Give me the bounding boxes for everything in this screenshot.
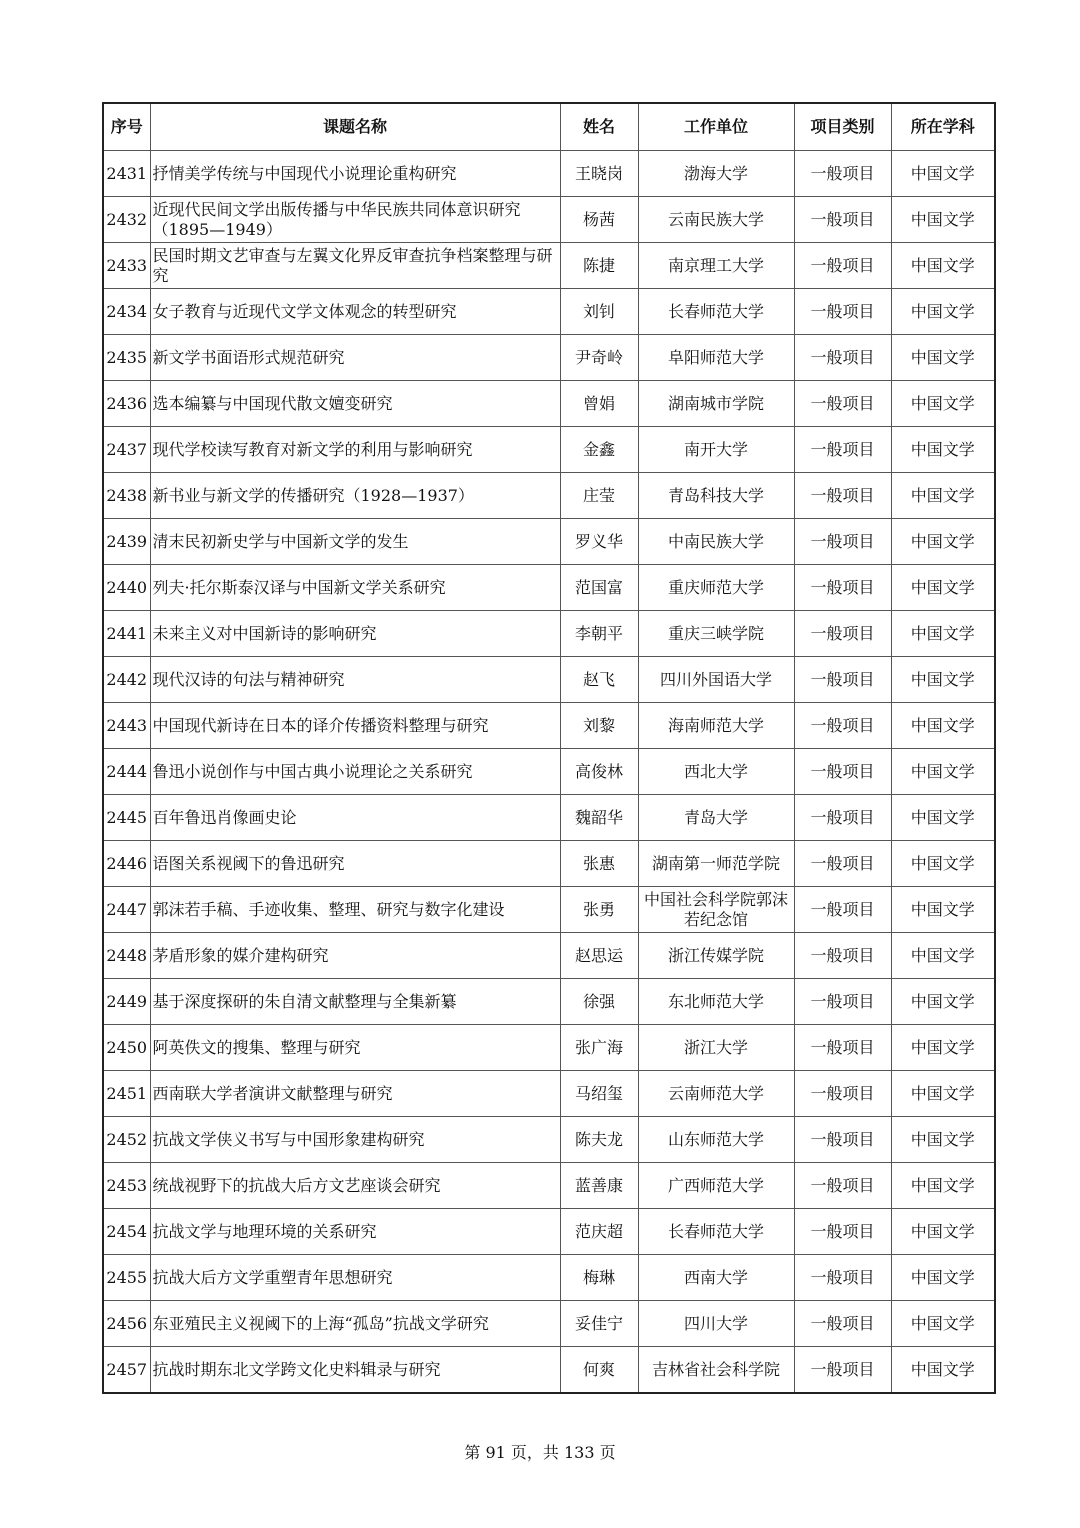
header-title: 课题名称	[150, 103, 560, 151]
cell-type: 一般项目	[794, 519, 891, 565]
cell-subject: 中国文学	[891, 611, 995, 657]
table-row	[103, 289, 995, 335]
cell-name: 刘黎	[560, 703, 638, 749]
cell-type: 一般项目	[794, 1255, 891, 1301]
cell-name: 马绍玺	[560, 1071, 638, 1117]
cell-title: 抒情美学传统与中国现代小说理论重构研究	[150, 151, 560, 197]
cell-subject: 中国文学	[891, 703, 995, 749]
table-row	[103, 1301, 995, 1347]
cell-no: 2442	[103, 657, 150, 703]
cell-subject: 中国文学	[891, 565, 995, 611]
cell-unit: 渤海大学	[638, 151, 794, 197]
table-row	[103, 427, 995, 473]
cell-no: 2432	[103, 197, 150, 243]
cell-title: 郭沫若手稿、手迹收集、整理、研究与数字化建设	[150, 887, 560, 933]
cell-title: 茅盾形象的媒介建构研究	[150, 933, 560, 979]
cell-type: 一般项目	[794, 887, 891, 933]
table-row	[103, 243, 995, 289]
table-row	[103, 1255, 995, 1301]
cell-no: 2438	[103, 473, 150, 519]
cell-no: 2450	[103, 1025, 150, 1071]
cell-no: 2437	[103, 427, 150, 473]
cell-name: 王晓岗	[560, 151, 638, 197]
cell-type: 一般项目	[794, 335, 891, 381]
cell-type: 一般项目	[794, 1117, 891, 1163]
cell-title: 统战视野下的抗战大后方文艺座谈会研究	[150, 1163, 560, 1209]
table-row	[103, 1025, 995, 1071]
cell-subject: 中国文学	[891, 473, 995, 519]
cell-subject: 中国文学	[891, 933, 995, 979]
table-row	[103, 657, 995, 703]
cell-name: 庄莹	[560, 473, 638, 519]
cell-subject: 中国文学	[891, 381, 995, 427]
table-row	[103, 841, 995, 887]
table-row	[103, 1163, 995, 1209]
cell-type: 一般项目	[794, 611, 891, 657]
cell-title: 近现代民间文学出版传播与中华民族共同体意识研究（1895—1949）	[150, 197, 560, 243]
cell-unit: 山东师范大学	[638, 1117, 794, 1163]
cell-subject: 中国文学	[891, 197, 995, 243]
cell-unit: 长春师范大学	[638, 1209, 794, 1255]
cell-name: 妥佳宁	[560, 1301, 638, 1347]
cell-name: 范国富	[560, 565, 638, 611]
cell-no: 2457	[103, 1347, 150, 1394]
cell-name: 何爽	[560, 1347, 638, 1394]
cell-type: 一般项目	[794, 841, 891, 887]
cell-name: 魏韶华	[560, 795, 638, 841]
cell-title: 新书业与新文学的传播研究（1928—1937）	[150, 473, 560, 519]
table-body	[103, 151, 995, 1394]
cell-name: 梅琳	[560, 1255, 638, 1301]
cell-subject: 中国文学	[891, 1071, 995, 1117]
cell-unit: 阜阳师范大学	[638, 335, 794, 381]
cell-unit: 东北师范大学	[638, 979, 794, 1025]
cell-unit: 中国社会科学院郭沫若纪念馆	[638, 887, 794, 933]
cell-name: 杨茜	[560, 197, 638, 243]
cell-subject: 中国文学	[891, 657, 995, 703]
cell-name: 蓝善康	[560, 1163, 638, 1209]
cell-subject: 中国文学	[891, 1025, 995, 1071]
cell-name: 罗义华	[560, 519, 638, 565]
cell-type: 一般项目	[794, 657, 891, 703]
cell-title: 现代学校读写教育对新文学的利用与影响研究	[150, 427, 560, 473]
cell-no: 2440	[103, 565, 150, 611]
cell-unit: 西南大学	[638, 1255, 794, 1301]
cell-subject: 中国文学	[891, 841, 995, 887]
cell-unit: 吉林省社会科学院	[638, 1347, 794, 1394]
cell-name: 张惠	[560, 841, 638, 887]
table-row	[103, 979, 995, 1025]
cell-name: 张广海	[560, 1025, 638, 1071]
cell-title: 语图关系视阈下的鲁迅研究	[150, 841, 560, 887]
cell-unit: 南京理工大学	[638, 243, 794, 289]
cell-unit: 广西师范大学	[638, 1163, 794, 1209]
cell-no: 2446	[103, 841, 150, 887]
cell-no: 2439	[103, 519, 150, 565]
cell-type: 一般项目	[794, 473, 891, 519]
table-row	[103, 1117, 995, 1163]
cell-name: 徐强	[560, 979, 638, 1025]
table-row	[103, 887, 995, 933]
table-row	[103, 565, 995, 611]
cell-subject: 中国文学	[891, 1163, 995, 1209]
cell-no: 2433	[103, 243, 150, 289]
table-row	[103, 473, 995, 519]
cell-type: 一般项目	[794, 1301, 891, 1347]
cell-name: 李朝平	[560, 611, 638, 657]
table-row	[103, 335, 995, 381]
cell-unit: 长春师范大学	[638, 289, 794, 335]
cell-subject: 中国文学	[891, 335, 995, 381]
cell-title: 女子教育与近现代文学文体观念的转型研究	[150, 289, 560, 335]
table-row	[103, 1347, 995, 1394]
table-header	[103, 103, 995, 151]
cell-title: 现代汉诗的句法与精神研究	[150, 657, 560, 703]
project-list-table	[102, 102, 996, 1394]
cell-name: 陈夫龙	[560, 1117, 638, 1163]
cell-subject: 中国文学	[891, 289, 995, 335]
cell-type: 一般项目	[794, 151, 891, 197]
cell-title: 列夫·托尔斯泰汉译与中国新文学关系研究	[150, 565, 560, 611]
cell-no: 2456	[103, 1301, 150, 1347]
cell-title: 民国时期文艺审查与左翼文化界反审查抗争档案整理与研究	[150, 243, 560, 289]
cell-no: 2451	[103, 1071, 150, 1117]
cell-title: 抗战时期东北文学跨文化史料辑录与研究	[150, 1347, 560, 1394]
cell-unit: 云南师范大学	[638, 1071, 794, 1117]
cell-title: 中国现代新诗在日本的译介传播资料整理与研究	[150, 703, 560, 749]
page-footer: 第 91 页，共 133 页	[464, 1443, 616, 1462]
cell-subject: 中国文学	[891, 795, 995, 841]
header-row	[103, 103, 995, 151]
cell-title: 百年鲁迅肖像画史论	[150, 795, 560, 841]
cell-title: 抗战大后方文学重塑青年思想研究	[150, 1255, 560, 1301]
cell-unit: 海南师范大学	[638, 703, 794, 749]
cell-title: 鲁迅小说创作与中国古典小说理论之关系研究	[150, 749, 560, 795]
cell-type: 一般项目	[794, 795, 891, 841]
cell-name: 张勇	[560, 887, 638, 933]
cell-no: 2441	[103, 611, 150, 657]
header-no: 序号	[103, 103, 150, 151]
cell-no: 2445	[103, 795, 150, 841]
cell-title: 阿英佚文的搜集、整理与研究	[150, 1025, 560, 1071]
cell-no: 2434	[103, 289, 150, 335]
cell-title: 清末民初新史学与中国新文学的发生	[150, 519, 560, 565]
cell-no: 2455	[103, 1255, 150, 1301]
cell-subject: 中国文学	[891, 1117, 995, 1163]
cell-title: 抗战文学侠义书写与中国形象建构研究	[150, 1117, 560, 1163]
cell-unit: 重庆三峡学院	[638, 611, 794, 657]
cell-no: 2436	[103, 381, 150, 427]
cell-subject: 中国文学	[891, 243, 995, 289]
header-unit: 工作单位	[638, 103, 794, 151]
cell-title: 未来主义对中国新诗的影响研究	[150, 611, 560, 657]
table-row	[103, 151, 995, 197]
cell-type: 一般项目	[794, 381, 891, 427]
cell-no: 2435	[103, 335, 150, 381]
cell-name: 陈捷	[560, 243, 638, 289]
table-row	[103, 795, 995, 841]
cell-type: 一般项目	[794, 289, 891, 335]
cell-type: 一般项目	[794, 427, 891, 473]
cell-title: 基于深度探研的朱自清文献整理与全集新纂	[150, 979, 560, 1025]
cell-unit: 云南民族大学	[638, 197, 794, 243]
cell-subject: 中国文学	[891, 427, 995, 473]
table-row	[103, 1209, 995, 1255]
cell-type: 一般项目	[794, 933, 891, 979]
cell-title: 选本编纂与中国现代散文嬗变研究	[150, 381, 560, 427]
cell-unit: 四川大学	[638, 1301, 794, 1347]
cell-unit: 湖南城市学院	[638, 381, 794, 427]
table-row	[103, 381, 995, 427]
cell-type: 一般项目	[794, 979, 891, 1025]
table-row	[103, 519, 995, 565]
cell-unit: 中南民族大学	[638, 519, 794, 565]
cell-name: 尹奇岭	[560, 335, 638, 381]
cell-name: 赵思运	[560, 933, 638, 979]
cell-unit: 西北大学	[638, 749, 794, 795]
cell-title: 东亚殖民主义视阈下的上海“孤岛”抗战文学研究	[150, 1301, 560, 1347]
table-row	[103, 1071, 995, 1117]
cell-unit: 青岛科技大学	[638, 473, 794, 519]
header-type: 项目类别	[794, 103, 891, 151]
cell-subject: 中国文学	[891, 1255, 995, 1301]
cell-type: 一般项目	[794, 197, 891, 243]
cell-name: 赵飞	[560, 657, 638, 703]
cell-no: 2453	[103, 1163, 150, 1209]
cell-type: 一般项目	[794, 1209, 891, 1255]
cell-unit: 四川外国语大学	[638, 657, 794, 703]
cell-unit: 湖南第一师范学院	[638, 841, 794, 887]
cell-name: 金鑫	[560, 427, 638, 473]
cell-type: 一般项目	[794, 243, 891, 289]
cell-no: 2447	[103, 887, 150, 933]
cell-type: 一般项目	[794, 1025, 891, 1071]
cell-name: 高俊林	[560, 749, 638, 795]
cell-title: 西南联大学者演讲文献整理与研究	[150, 1071, 560, 1117]
table-row	[103, 197, 995, 243]
cell-name: 刘钊	[560, 289, 638, 335]
cell-type: 一般项目	[794, 1071, 891, 1117]
cell-no: 2444	[103, 749, 150, 795]
table-row	[103, 933, 995, 979]
cell-unit: 青岛大学	[638, 795, 794, 841]
cell-type: 一般项目	[794, 749, 891, 795]
cell-name: 范庆超	[560, 1209, 638, 1255]
cell-subject: 中国文学	[891, 979, 995, 1025]
cell-unit: 浙江大学	[638, 1025, 794, 1071]
header-subject: 所在学科	[891, 103, 995, 151]
cell-subject: 中国文学	[891, 749, 995, 795]
cell-no: 2431	[103, 151, 150, 197]
cell-subject: 中国文学	[891, 1301, 995, 1347]
cell-unit: 浙江传媒学院	[638, 933, 794, 979]
cell-subject: 中国文学	[891, 151, 995, 197]
cell-subject: 中国文学	[891, 1209, 995, 1255]
table-row	[103, 749, 995, 795]
cell-title: 新文学书面语形式规范研究	[150, 335, 560, 381]
cell-no: 2452	[103, 1117, 150, 1163]
cell-subject: 中国文学	[891, 519, 995, 565]
cell-title: 抗战文学与地理环境的关系研究	[150, 1209, 560, 1255]
cell-type: 一般项目	[794, 703, 891, 749]
cell-unit: 南开大学	[638, 427, 794, 473]
cell-subject: 中国文学	[891, 887, 995, 933]
cell-type: 一般项目	[794, 1163, 891, 1209]
table-row	[103, 611, 995, 657]
cell-no: 2448	[103, 933, 150, 979]
cell-type: 一般项目	[794, 1347, 891, 1394]
cell-no: 2449	[103, 979, 150, 1025]
cell-unit: 重庆师范大学	[638, 565, 794, 611]
cell-name: 曾娟	[560, 381, 638, 427]
cell-subject: 中国文学	[891, 1347, 995, 1394]
cell-no: 2443	[103, 703, 150, 749]
table-row	[103, 703, 995, 749]
header-name: 姓名	[560, 103, 638, 151]
cell-type: 一般项目	[794, 565, 891, 611]
cell-no: 2454	[103, 1209, 150, 1255]
